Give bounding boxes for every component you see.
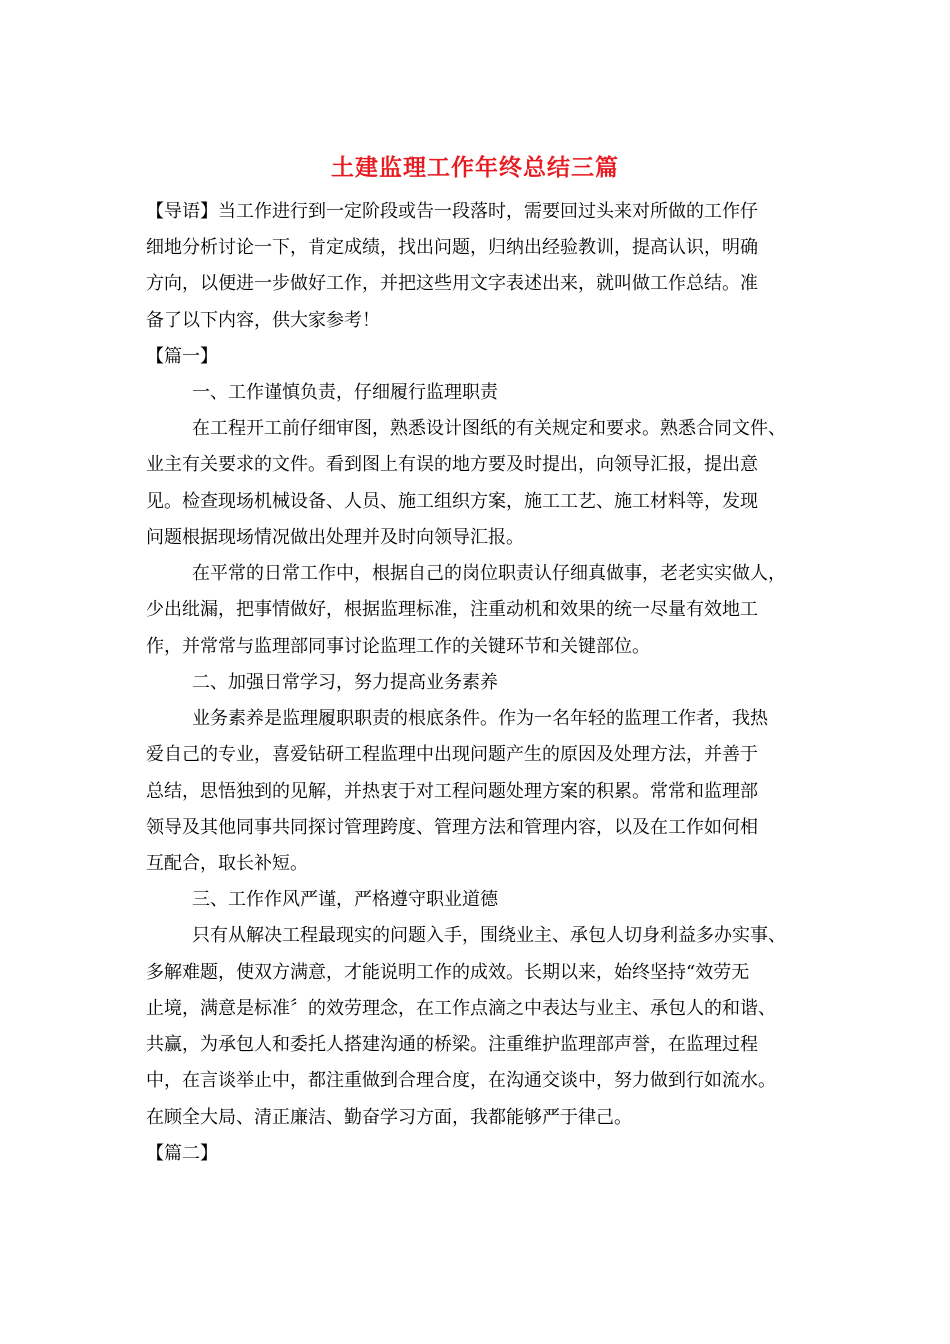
text-line: 【导语】当工作进行到一定阶段或告一段落时，需要回过头来对所做的工作仔	[146, 201, 758, 222]
text-line: 备了以下内容，供大家参考！	[146, 310, 380, 331]
text-line: 在工程开工前仔细审图，熟悉设计图纸的有关规定和要求。熟悉合同文件、	[192, 418, 786, 439]
text-line: 领导及其他同事共同探讨管理跨度、管理方法和管理内容，以及在工作如何相	[146, 817, 758, 838]
text-line: 多解难题，使双方满意，才能说明工作的成效。长期以来，始终坚持“效劳无	[146, 962, 750, 983]
text-line: 方向，以便进一步做好工作，并把这些用文字表述出来，就叫做工作总结。准	[146, 273, 758, 294]
text-line: 业务素养是监理履职职责的根底条件。作为一名年轻的监理工作者，我热	[192, 708, 768, 729]
text-line: 见。检查现场机械设备、人员、施工组织方案，施工工艺、施工材料等，发现	[146, 491, 758, 512]
text-line: 问题根据现场情况做出处理并及时向领导汇报。	[146, 527, 524, 548]
subheading: 一、工作谨慎负责，仔细履行监理职责	[192, 382, 498, 403]
subheading: 二、加强日常学习，努力提高业务素养	[192, 672, 498, 693]
text-line: 作，并常常与监理部同事讨论监理工作的关键环节和关键部位。	[146, 636, 650, 657]
text-line: 爱自己的专业，喜爱钻研工程监理中出现问题产生的原因及处理方法，并善于	[146, 744, 758, 765]
document-title: 土建监理工作年终总结三篇	[331, 154, 619, 181]
text-line: 止境，满意是标准〞的效劳理念，在工作点滴之中表达与业主、承包人的和谐、	[146, 998, 776, 1019]
text-line: 业主有关要求的文件。看到图上有误的地方要及时提出，向领导汇报，提出意	[146, 454, 758, 475]
text-line: 互配合，取长补短。	[146, 853, 308, 874]
text-line: 总结，思悟独到的见解，并热衷于对工程问题处理方案的积累。常常和监理部	[146, 781, 758, 802]
section-heading-2: 【篇二】	[146, 1143, 218, 1164]
text-line: 只有从解决工程最现实的问题入手，围绕业主、承包人切身利益多办实事、	[192, 925, 786, 946]
text-line: 在平常的日常工作中，根据自己的岗位职责认仔细真做事，老老实实做人，	[192, 563, 786, 584]
text-line: 在顾全大局、清正廉洁、勤奋学习方面，我都能够严于律己。	[146, 1107, 632, 1128]
subheading: 三、工作作风严谨，严格遵守职业道德	[192, 889, 498, 910]
text-line: 细地分析讨论一下，肯定成绩，找出问题，归纳出经验教训，提高认识，明确	[146, 237, 758, 258]
text-line: 共赢，为承包人和委托人搭建沟通的桥梁。注重维护监理部声誉，在监理过程	[146, 1034, 758, 1055]
section-heading-1: 【篇一】	[146, 346, 218, 367]
text-line: 中，在言谈举止中，都注重做到合理合度，在沟通交谈中，努力做到行如流水。	[146, 1070, 776, 1091]
text-line: 少出纰漏，把事情做好，根据监理标准，注重动机和效果的统一尽量有效地工	[146, 599, 758, 620]
